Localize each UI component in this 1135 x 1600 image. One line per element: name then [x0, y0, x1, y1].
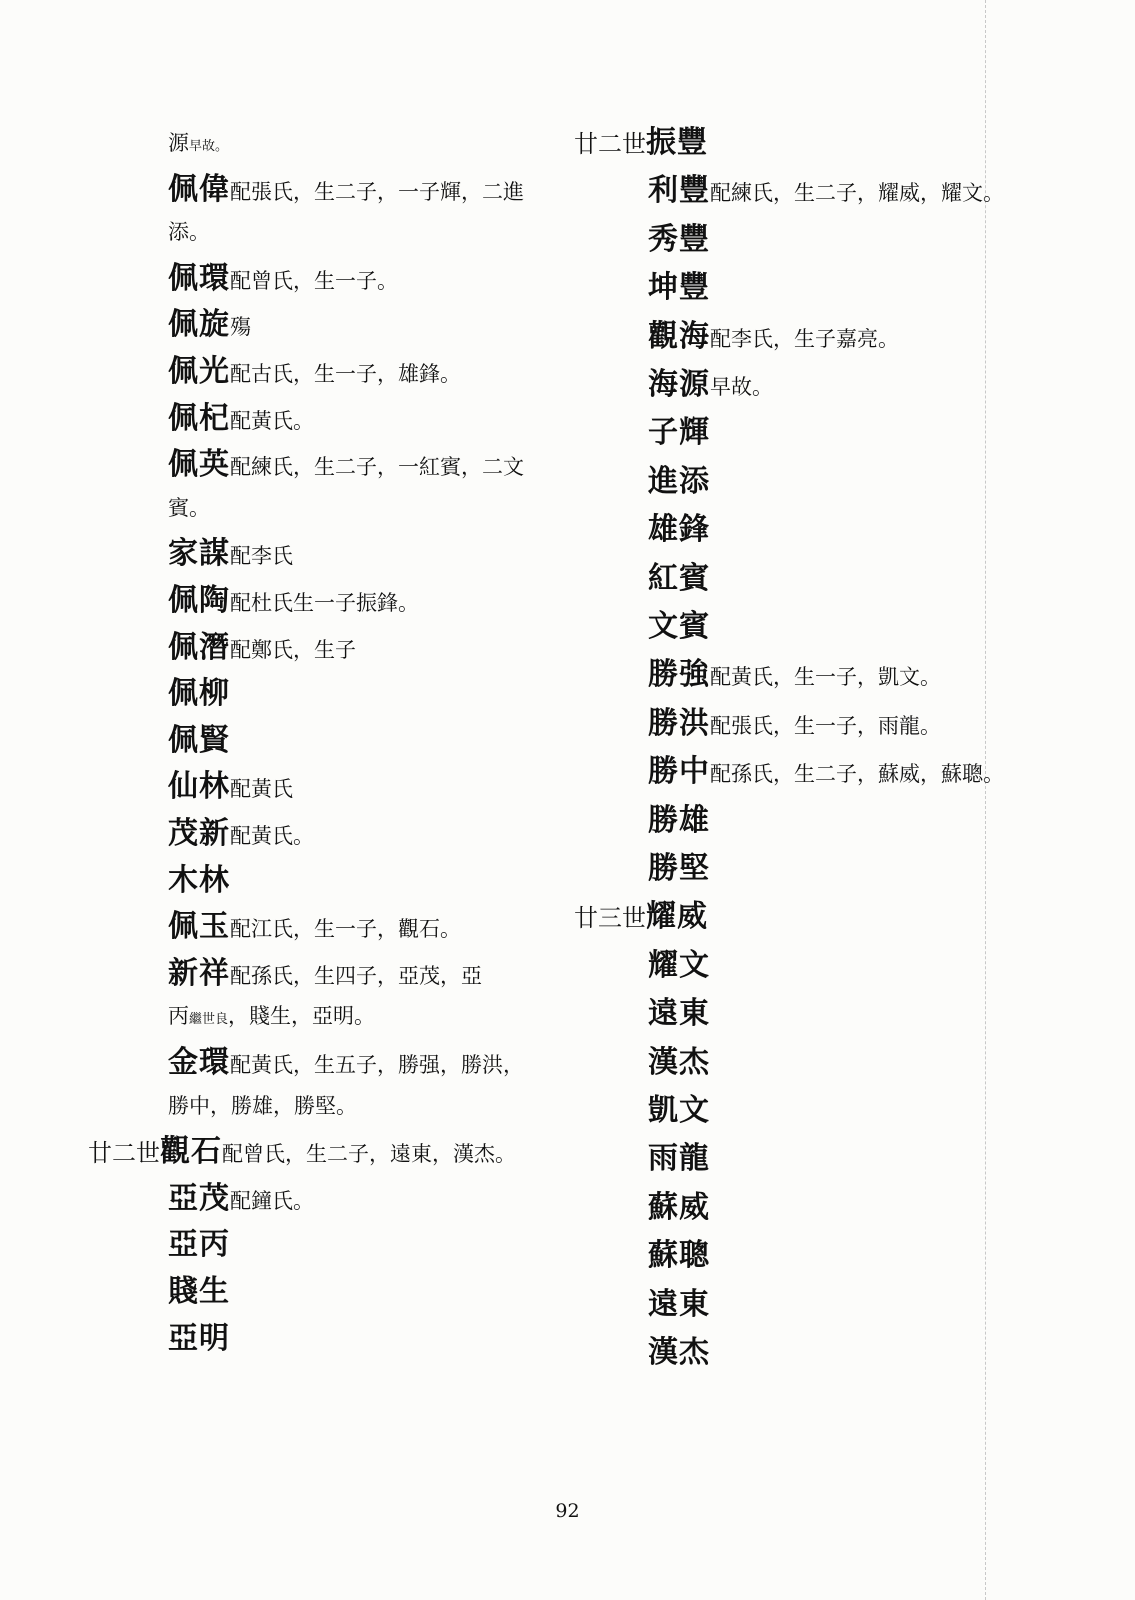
person-note: 配李氏，生子嘉亮。 [710, 326, 899, 351]
person-note: 配黃氏，生一子，凱文。 [710, 665, 941, 690]
page-number: 92 [555, 1500, 580, 1522]
genealogy-entry [168, 1176, 314, 1226]
person-note: 早故。 [710, 375, 773, 399]
person-name: 漢杰 [648, 1044, 710, 1080]
genealogy-entry [648, 1136, 710, 1186]
person-note: 配杜氏生一子振鋒。 [230, 591, 419, 615]
note-continuation-text: 勝中，勝雄，勝堅。 [168, 1093, 357, 1118]
genealogy-entry [168, 718, 230, 768]
person-name: 坤豐 [648, 270, 710, 306]
person-name: 秀豐 [648, 221, 710, 257]
person-note: 配練氏，生二子，一紅賓，二文 [230, 455, 524, 480]
person-note: 配練氏，生二子，耀威，耀文。 [710, 181, 1004, 206]
genealogy-entry [168, 120, 228, 170]
person-note: 配孫氏，生四子，亞茂，亞 [230, 963, 482, 988]
person-name: 進添 [648, 463, 710, 499]
person-name: 家謀 [168, 536, 230, 572]
person-name: 紅賓 [648, 560, 710, 596]
genealogy-entry [648, 652, 941, 702]
genealogy-entry [168, 1222, 230, 1272]
person-note: 殤 [230, 315, 251, 340]
genealogy-entry [88, 1129, 516, 1179]
person-note: 配孫氏，生二子，蘇威，蘇聰。 [710, 762, 1004, 787]
generation-label: 廿二世 [574, 130, 646, 158]
person-name: 佩陶 [168, 583, 230, 618]
person-name: 佩杞 [168, 400, 230, 436]
person-name: 亞茂 [168, 1180, 230, 1216]
person-note: 配張氏，生二子，一子輝，二進 [230, 179, 524, 204]
genealogy-entry [648, 1185, 710, 1235]
genealogy-entry [168, 442, 524, 492]
genealogy-entry [168, 1269, 230, 1319]
person-name: 亞丙 [168, 1227, 230, 1263]
person-name: 木林 [168, 862, 230, 898]
person-name: 振豐 [646, 125, 708, 160]
genealogy-entry [168, 625, 356, 675]
person-name: 佩環 [168, 260, 230, 296]
person-name: 茂新 [168, 816, 230, 851]
person-note: 早故。 [189, 139, 229, 154]
note-continuation [168, 993, 375, 1043]
person-name: 雄鋒 [648, 512, 710, 548]
person-name: 蘇聰 [648, 1238, 710, 1274]
genealogy-entry [648, 604, 710, 654]
genealogy-entry [168, 904, 461, 954]
person-name: 勝洪 [648, 705, 710, 741]
person-note: 配黃氏，生五子，勝强，勝洪， [230, 1053, 524, 1077]
person-name: 亞明 [168, 1320, 230, 1356]
genealogy-entry [168, 396, 314, 446]
person-name: 勝中 [648, 754, 710, 790]
person-name: 源 [168, 131, 189, 155]
genealogy-entry [648, 846, 710, 896]
note-continuation-text: 賓。 [168, 495, 210, 520]
person-name: 佩旋 [168, 307, 230, 343]
scan-edge-line [985, 0, 986, 1600]
person-name: 佩偉 [168, 171, 230, 207]
person-name: 凱文 [648, 1093, 710, 1128]
person-name: 觀海 [648, 318, 710, 354]
genealogy-entry [648, 168, 1004, 218]
genealogy-entry [168, 764, 293, 814]
person-name: 耀威 [646, 899, 708, 935]
person-note: 配江氏，生一子，觀石。 [230, 917, 461, 942]
note-continuation [168, 1083, 357, 1129]
genealogy-entry [168, 671, 230, 721]
person-name: 雨龍 [648, 1141, 710, 1177]
genealogy-entry [168, 256, 398, 306]
genealogy-entry [648, 556, 710, 606]
genealogy-entry [648, 1088, 710, 1138]
genealogy-entry [648, 749, 1004, 799]
person-name: 觀石 [160, 1134, 222, 1170]
person-note: 配曾氏，生一子。 [230, 268, 398, 293]
genealogy-entry [648, 1282, 710, 1332]
person-note: 配李氏 [230, 544, 293, 569]
note-continuation-small: 繼世良 [189, 1012, 229, 1028]
genealogy-entry [648, 507, 710, 557]
note-continuation [168, 209, 210, 255]
person-name: 佩柳 [168, 676, 230, 712]
genealogy-entry [648, 217, 710, 267]
genealogy-entry [648, 1330, 710, 1380]
person-name: 佩光 [168, 354, 230, 389]
person-name: 勝強 [648, 657, 710, 693]
genealogy-entry [168, 858, 230, 908]
genealogy-entry [648, 1040, 710, 1090]
person-name: 賤生 [168, 1274, 230, 1309]
person-name: 勝堅 [648, 851, 710, 886]
note-continuation-rest: ，賤生，亞明。 [228, 1004, 376, 1029]
genealogy-entry [168, 302, 251, 352]
generation-label: 廿二世 [88, 1139, 160, 1168]
genealogy-entry [168, 1316, 230, 1366]
person-name: 遠東 [648, 1286, 710, 1322]
genealogy-entry [168, 167, 524, 217]
genealogy-entry [168, 349, 461, 399]
genealogy-entry [168, 811, 314, 861]
person-note: 配張氏，生一子，雨龍。 [710, 713, 941, 738]
generation-label: 廿三世 [574, 904, 646, 933]
person-name: 佩玉 [168, 909, 230, 945]
genealogy-entry [648, 314, 899, 364]
person-note: 配黃氏。 [230, 408, 314, 433]
genealogy-entry [648, 459, 710, 509]
genealogy-entry [648, 362, 773, 412]
genealogy-entry [168, 578, 419, 628]
person-name: 仙林 [168, 769, 230, 805]
genealogy-entry [648, 265, 710, 315]
person-name: 蘇威 [648, 1189, 710, 1225]
note-continuation-text: 添。 [168, 220, 210, 245]
genealogy-entry [574, 894, 708, 944]
person-name: 新祥 [168, 955, 230, 991]
genealogy-entry [648, 798, 710, 848]
person-name: 耀文 [648, 947, 710, 983]
person-name: 子輝 [648, 415, 710, 451]
person-name: 勝雄 [648, 802, 710, 838]
person-name: 漢杰 [648, 1335, 710, 1370]
genealogy-entry [168, 531, 293, 581]
person-name: 利豐 [648, 173, 710, 209]
genealogy-entry [648, 991, 710, 1041]
person-note: 配黃氏 [230, 777, 293, 802]
person-name: 海源 [648, 367, 710, 402]
person-note: 配曾氏，生二子，遠東，漢杰。 [222, 1142, 516, 1167]
note-continuation-text: 丙 [168, 1004, 189, 1029]
person-name: 佩賢 [168, 722, 230, 758]
genealogy-entry [648, 701, 941, 751]
genealogy-entry [648, 1233, 710, 1283]
person-note: 配鄭氏，生子 [230, 637, 356, 662]
note-continuation [168, 485, 210, 531]
person-note: 配黃氏。 [230, 824, 314, 848]
person-name: 金環 [168, 1045, 230, 1080]
person-note: 配鐘氏。 [230, 1188, 314, 1213]
person-name: 遠東 [648, 996, 710, 1032]
genealogy-entry [648, 410, 710, 460]
genealogy-entry [574, 120, 708, 170]
person-name: 佩英 [168, 447, 230, 483]
genealogy-entry [648, 943, 710, 993]
person-note: 配古氏，生一子，雄鋒。 [230, 362, 461, 386]
person-name: 文賓 [648, 609, 710, 644]
person-name: 佩潛 [168, 629, 230, 665]
